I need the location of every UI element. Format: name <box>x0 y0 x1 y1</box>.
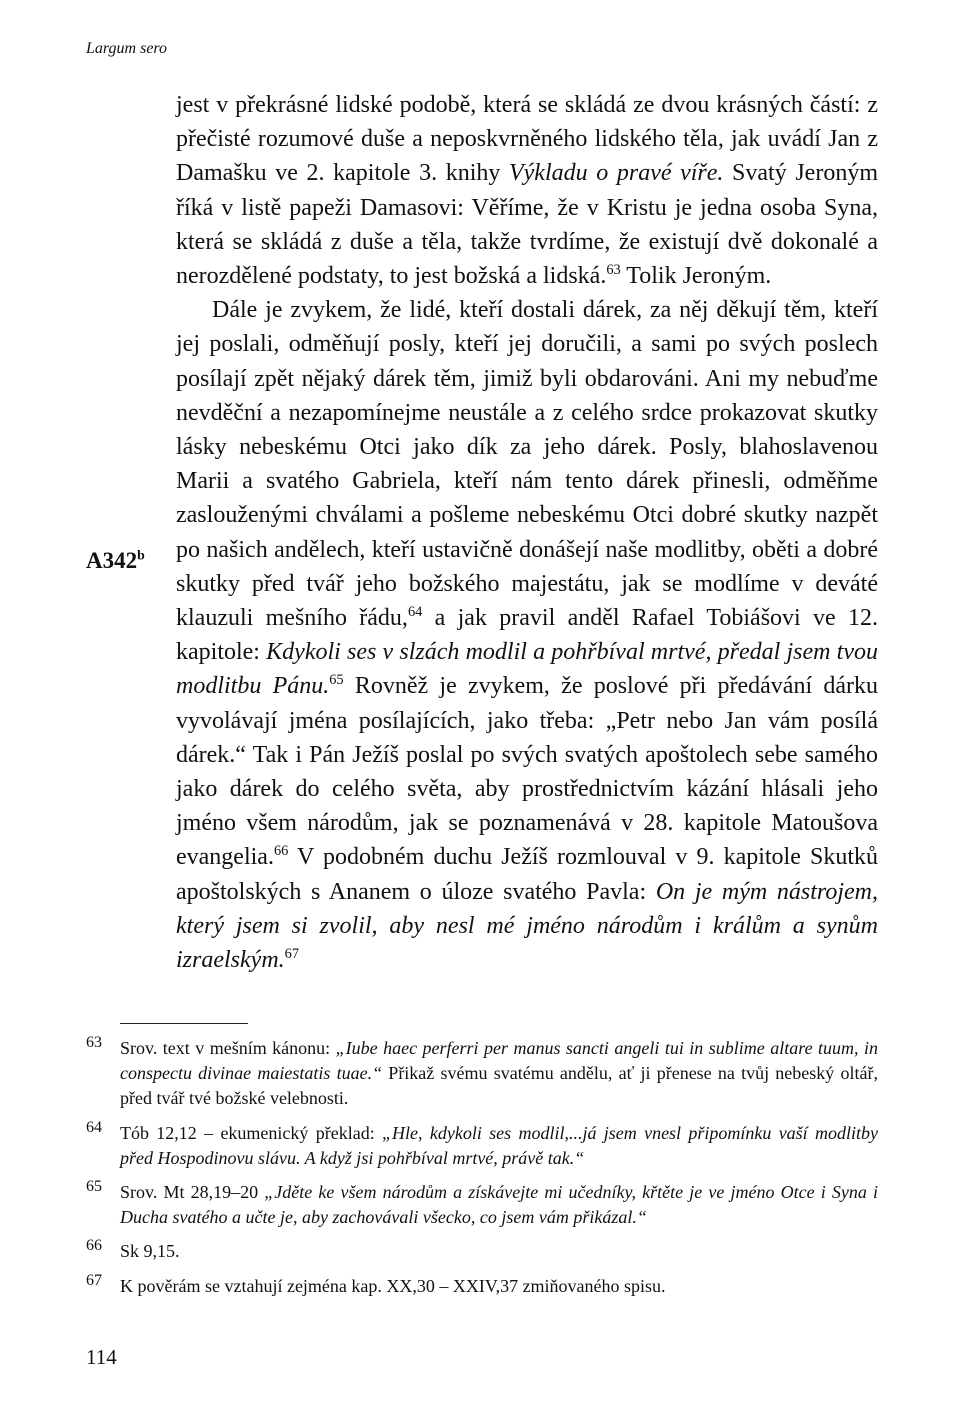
footnote-text: Srov. text v mešním kánonu: <box>120 1038 336 1058</box>
footnote-ref-67: 67 <box>284 946 300 963</box>
paragraph-text: V podobném duchu Ježíš rozmlouval v 9. kapitole Skutků apoštolských s Ananem o úloze svatého Pavla: <box>176 844 878 905</box>
paragraph-1 <box>176 88 878 293</box>
footnote-text: Srov. Mt 28,19–20 <box>120 1182 265 1203</box>
footnotes <box>86 1036 878 1308</box>
footnote-number: 64 <box>86 1118 102 1136</box>
paragraph-text: Dále je zvykem, že lidé, kteří dostali dárek, za něj děkují těm, kteří jej poslali, odměňují posly, kteří jej doručili, a sami po svých poslech posílají zpět nějaký dárek těm, jimiž byli obdarováni. Ani my nebuďme nevděční a nezapomínejme neustále a z celého srdce prokazovat skutky lásky nebeskému Otci jako dík za jeho dárek. Posly, blahoslavenou Marii a svatého Gabriela, kteří nám tento dárek přinesli, odměňme zaslouženými chválami a pošleme nebeskému Otci dobré skutky nazpět po našich andělech, kteří ustavičně donášejí naše modlitby, oběti a dobré skutky před tvář jeho božského majestátu, jak se modlíme v deváté klauzuli mešního řádu, <box>176 297 878 632</box>
footnote-text: Tób 12,12 – ekumenický překlad: <box>120 1122 383 1143</box>
footnote-quote: „Jděte ke všem národům a získávejte mi učedníky, křtěte je ve jméno Otce i Syna i Ducha svatého a učte je, aby zachovávali všecko, co jsem vám přikázal.“ <box>120 1182 878 1228</box>
paragraph-2 <box>176 293 878 977</box>
paragraph-text: a jak pravil anděl Rafael Tobiášovi ve 12. kapitole: <box>176 605 878 666</box>
footnote-number: 67 <box>86 1271 102 1289</box>
book-title: Výkladu o pravé víře. <box>508 160 724 187</box>
footnote-ref-65: 65 <box>329 672 344 689</box>
running-head: Largum sero <box>86 40 168 57</box>
page-number: 114 <box>86 1345 117 1369</box>
footnote-text: K pověrám se vztahují zejména kap. XX,30 – XXIV,37 zmiňovaného spisu. <box>120 1275 666 1296</box>
paragraph-text: jest v překrásné lidské podobě, která se skládá ze dvou krásných částí: z přečisté rozumové duše a neposkvrněného lidského těla, jak uvádí Jan z Damašku ve 2. kapitole 3. knihy <box>176 92 878 187</box>
footnote-number: 63 <box>86 1034 102 1051</box>
footnote-number: 65 <box>86 1178 102 1196</box>
footnote-separator <box>120 1023 248 1024</box>
footnote-66 <box>86 1239 878 1264</box>
margin-reference-label: A342 <box>86 548 138 573</box>
quotation: On je mým nástrojem, který jsem si zvolil, aby nesl mé jméno národům i králům a synům izraelským. <box>176 878 879 974</box>
paragraph-text: Tolik Jeroným. <box>620 263 772 290</box>
footnote-text: Přikaž svému svatému andělu, ať ji přenese na tvůj nebeský oltář, před tvář tvé božské velebnosti. <box>120 1063 878 1109</box>
footnote-number: 66 <box>86 1237 102 1255</box>
paragraph-text: Rovněž je zvykem, že poslové při předávání dárku vyvolávají jména posílajících, jako třeba: „Petr nebo Jan vám posílá dárek.“ Tak i Pán Ježíš poslal po svých svatých apoštolech sebe samého jako dárek do celého světa, aby prostřednictvím kázání hlásali jeho jméno všem národům, jak se poznamenává v 28. kapitole Matoušova evangelia. <box>176 673 878 871</box>
footnote-quote: „Iube haec perferri per manus sancti angeli tui in sublime altare tuum, in conspectu divinae maiestatis tuae.“ <box>120 1038 878 1084</box>
paragraph-text: Svatý Jeroným říká v listě papeži Damasovi: Věříme, že v Kristu je jedna osoba Syna, která se skládá z duše a těla, takže tvrdíme, že existují dvě dokonalé a nerozdělené podstaty, to jest božská a lidská. <box>176 160 878 290</box>
footnote-text: Sk 9,15. <box>120 1241 180 1262</box>
footnote-quote: „Hle, kdykoli ses modlil,...já jsem vnesl připomínku vaší modlitby před Hospodinovu slávu. A když jsi pohřbíval mrtvé, právě tak.“ <box>120 1122 878 1168</box>
quotation: Kdykoli ses v slzách modlil a pohřbíval mrtvé, předal jsem tvou modlitbu Pánu. <box>176 639 878 700</box>
footnote-ref-63: 63 <box>606 262 621 279</box>
margin-reference-sup: b <box>137 547 145 563</box>
footnote-ref-66: 66 <box>273 843 289 860</box>
footnote-65 <box>86 1180 878 1230</box>
body-text <box>176 88 878 977</box>
footnote-67 <box>86 1271 878 1299</box>
footnote-64 <box>86 1118 878 1171</box>
margin-reference <box>86 548 145 574</box>
footnote-63 <box>86 1036 878 1112</box>
footnote-ref-64: 64 <box>407 604 423 621</box>
